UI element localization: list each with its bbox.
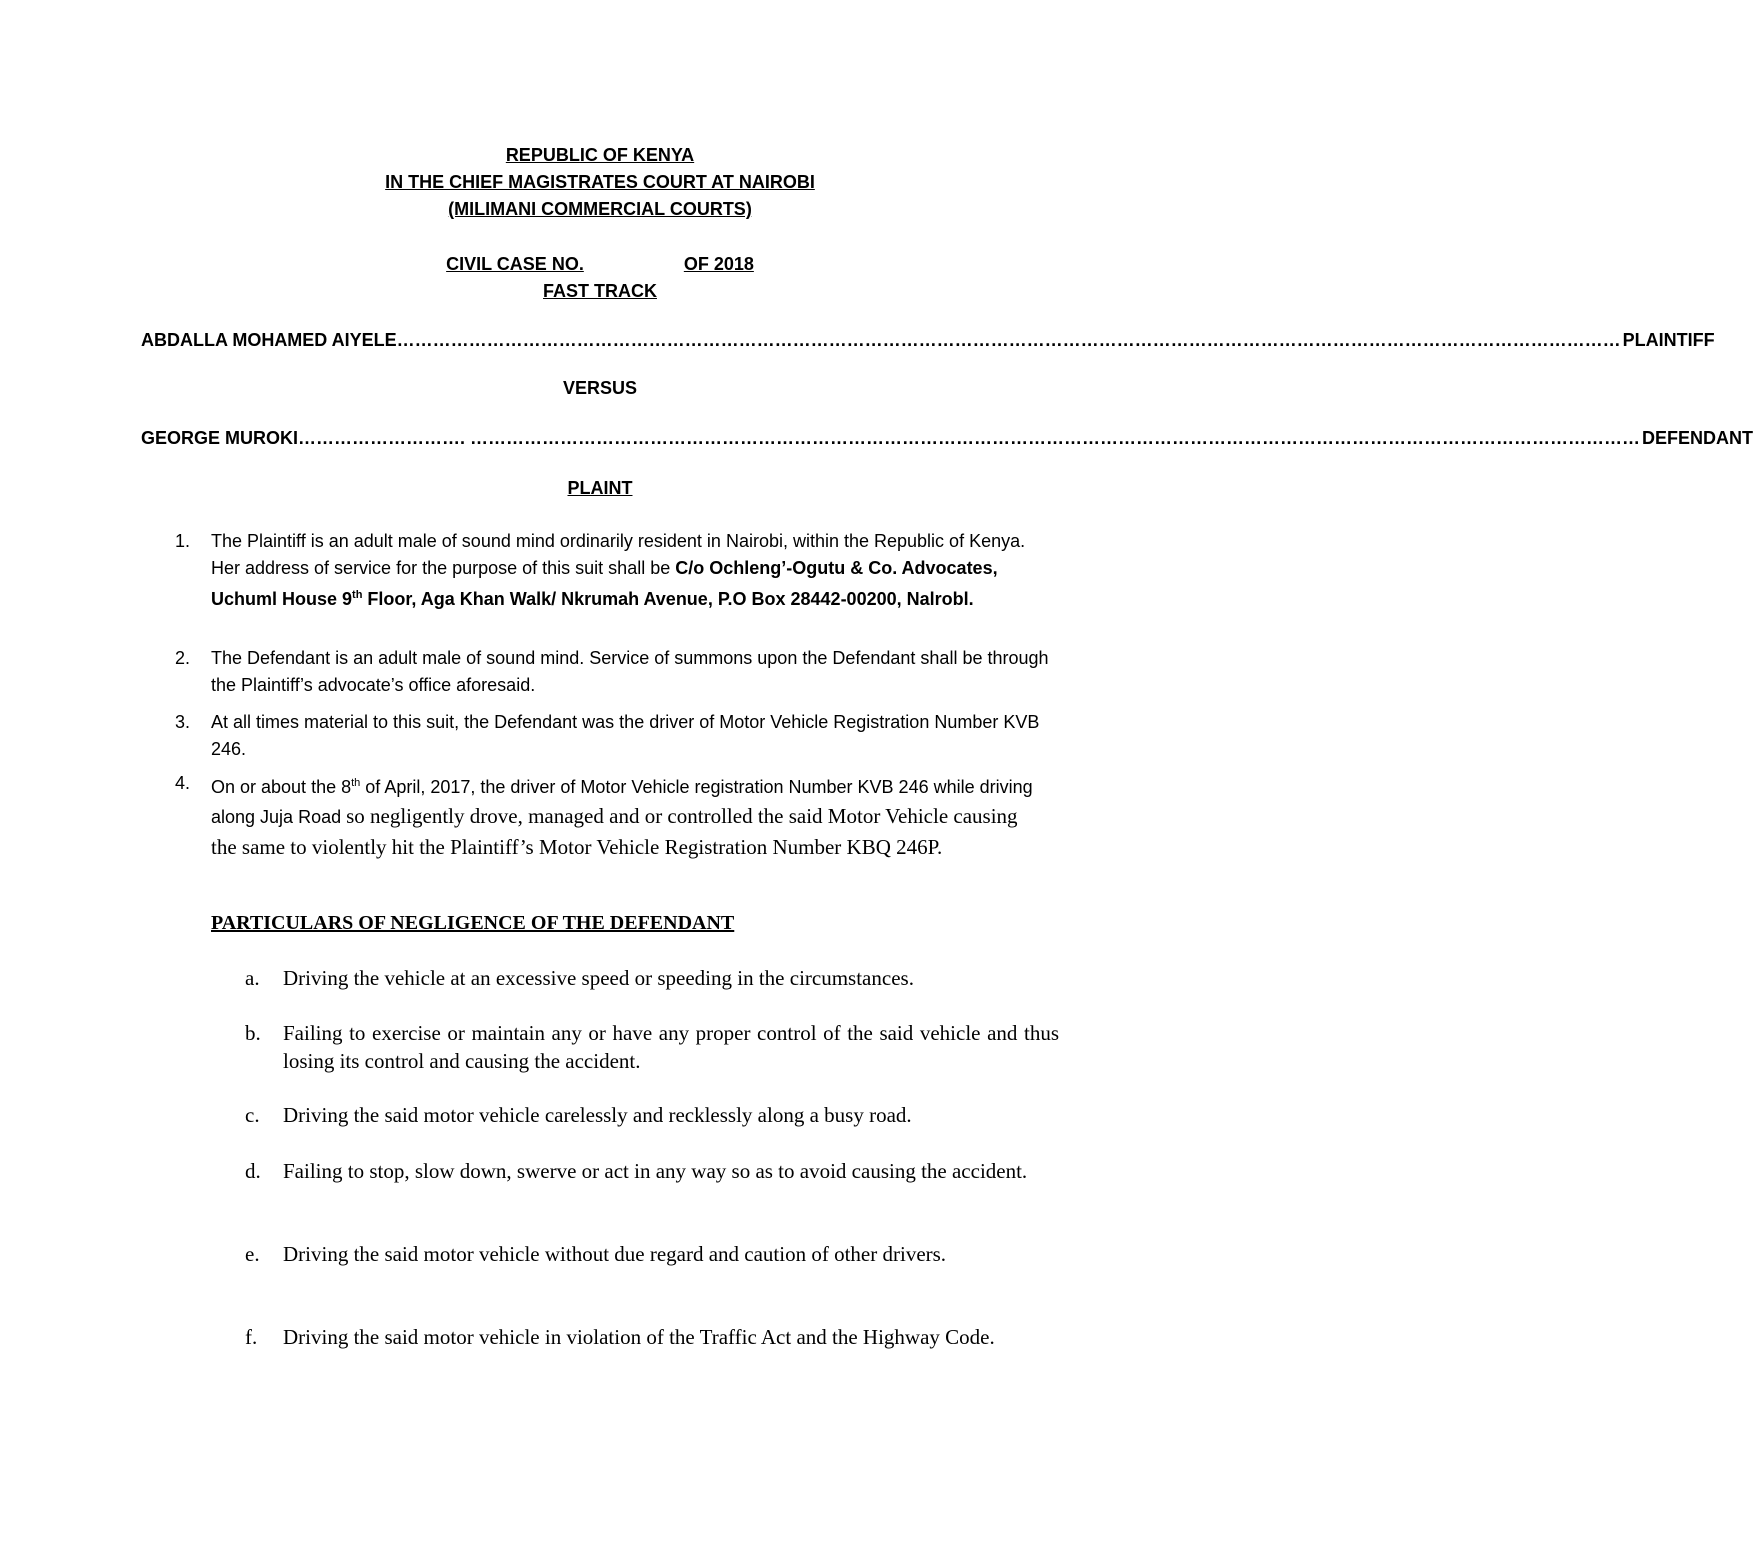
item-letter: f. bbox=[245, 1325, 258, 1349]
plaintiff-name: ABDALLA MOHAMED AIYELE bbox=[141, 330, 397, 350]
header-court: IN THE CHIEF MAGISTRATES COURT AT NAIROBI bbox=[385, 172, 815, 192]
court-header bbox=[0, 142, 1200, 305]
item-letter: a. bbox=[245, 966, 260, 990]
case-prefix: CIVIL CASE NO. bbox=[446, 254, 584, 274]
paragraph-text: The Plaintiff is an adult male of sound mind ordinarily resident in Nairobi, within the Republic of Kenya. Her address of service for the purpose of this suit shall be bbox=[211, 531, 1026, 578]
dot-leader: …………………………………………………………………………………………………………………………………………………………………………………… bbox=[396, 330, 1621, 350]
paragraph-number: 4. bbox=[175, 773, 191, 793]
item-text: Failing to exercise or maintain any or have any proper control of the said vehicle and thus losing its control and causing the accident. bbox=[283, 1021, 1059, 1073]
header-division: (MILIMANI COMMERCIAL COURTS) bbox=[448, 199, 752, 219]
plaintiff-role: PLAINTIFF bbox=[1622, 330, 1715, 350]
ordinal-suffix: th bbox=[351, 777, 361, 789]
item-text: Driving the said motor vehicle without due regard and caution of other drivers. bbox=[283, 1242, 947, 1266]
particular-item bbox=[245, 1323, 1059, 1351]
paragraph-2 bbox=[175, 645, 1059, 699]
particular-item bbox=[245, 1101, 1059, 1129]
particular-item bbox=[245, 1240, 1059, 1268]
paragraph-number: 3. bbox=[175, 712, 191, 732]
paragraph-text: On or about the 8 bbox=[211, 777, 352, 797]
dot-leader: ………………………. …………………………………………………………………………………………………………………………………………………………………………… bbox=[298, 428, 1641, 448]
item-letter: c. bbox=[245, 1103, 260, 1127]
paragraph-1 bbox=[175, 528, 1059, 613]
address-part-1: C/o Ochleng’-Ogutu & Co. Advocates, Uchuml House 9 bbox=[211, 558, 998, 609]
address-part-2: Floor, Aga Khan Walk/ Nkrumah Avenue, P.O Box 28442-00200, Nalrobl. bbox=[362, 589, 974, 609]
item-text: Driving the said motor vehicle in violation of the Traffic Act and the Highway Code. bbox=[283, 1325, 995, 1349]
item-letter: e. bbox=[245, 1242, 260, 1266]
item-letter: b. bbox=[245, 1021, 261, 1045]
case-suffix: OF 2018 bbox=[683, 254, 754, 274]
item-text: Driving the said motor vehicle carelessly and recklessly along a busy road. bbox=[283, 1103, 912, 1127]
particular-item bbox=[245, 964, 1059, 992]
paragraph-text-serif: so negligently drove, managed and or controlled the said Motor Vehicle causing the same to violently hit the Plaintiff’s Motor Vehicle Registration Number KBQ 246P. bbox=[211, 804, 1018, 859]
plaint-title: PLAINT bbox=[567, 478, 633, 498]
paragraph-3 bbox=[175, 709, 1059, 763]
defendant-line bbox=[141, 428, 1753, 449]
defendant-role: DEFENDANT bbox=[1642, 428, 1753, 448]
versus-label: VERSUS bbox=[562, 378, 638, 398]
plaintiff-line bbox=[141, 330, 1715, 351]
particular-item bbox=[245, 1019, 1059, 1075]
item-text: Driving the vehicle at an excessive speed or speeding in the circumstances. bbox=[283, 966, 914, 990]
case-number-line bbox=[0, 251, 1200, 278]
header-republic: REPUBLIC OF KENYA bbox=[505, 145, 695, 165]
track-label: FAST TRACK bbox=[543, 281, 657, 301]
paragraph-number: 2. bbox=[175, 648, 191, 668]
item-text: Failing to stop, slow down, swerve or act in any way so as to avoid causing the accident. bbox=[283, 1159, 1028, 1183]
particular-item bbox=[245, 1157, 1059, 1185]
paragraph-text: At all times material to this suit, the Defendant was the driver of Motor Vehicle Registration Number KVB 246. bbox=[211, 712, 1040, 759]
item-letter: d. bbox=[245, 1159, 261, 1183]
ordinal-suffix: th bbox=[352, 589, 363, 601]
paragraph-number: 1. bbox=[175, 531, 191, 551]
paragraph-text-cont: of April, 2017, the driver of Motor Vehicle registration Number KVB 246 while driving along Juja Road bbox=[211, 777, 1033, 827]
paragraph-4 bbox=[175, 770, 1041, 863]
particulars-title: PARTICULARS OF NEGLIGENCE OF THE DEFENDANT bbox=[211, 912, 735, 934]
defendant-name: GEORGE MUROKI bbox=[141, 428, 299, 448]
paragraph-text: The Defendant is an adult male of sound mind. Service of summons upon the Defendant shall be through the Plaintiff’s advocate’s office aforesaid. bbox=[211, 648, 1049, 695]
